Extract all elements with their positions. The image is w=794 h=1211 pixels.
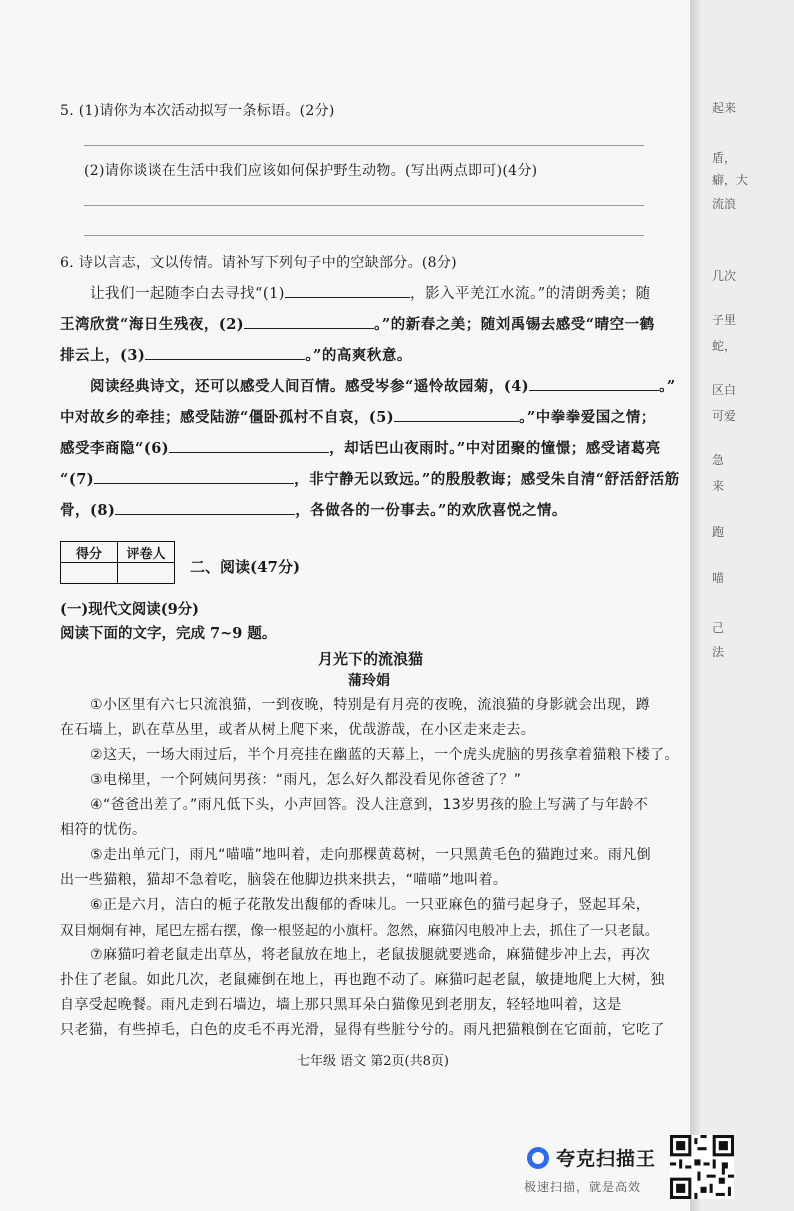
q6-text: 骨，(8) — [60, 502, 116, 519]
qr-code-icon — [670, 1135, 734, 1199]
blank-4[interactable] — [529, 376, 659, 391]
paragraph-line: 扑住了老鼠。如此几次，老鼠瘫倒在地上，再也跑不动了。麻猫叼起老鼠，敏捷地爬上大树，独 — [60, 972, 665, 988]
q6-text: ，影入平羌江水流。”的清朗秀美；随 — [409, 286, 651, 302]
q6-line — [60, 313, 655, 334]
paragraph-line: ②这天，一场大雨过后，半个月亮挂在幽蓝的天幕上，一个虎头虎脑的男孩拿着猫粮下楼了。 — [90, 747, 679, 763]
page-fold — [690, 0, 700, 1211]
q6-text: ，却话巴山夜雨时。”中对团聚的憧憬；感受诸葛亮 — [329, 440, 661, 457]
q6-line — [60, 499, 567, 520]
paragraph-line: ①小区里有六七只流浪猫，一到夜晚，特别是有月亮的夜晚，流浪猫的身影就会出现，蹲 — [90, 697, 651, 713]
q6-line — [60, 468, 680, 489]
margin-text: 几次 — [712, 269, 737, 283]
q6-text: 让我们一起随李白去寻找“(1) — [90, 286, 285, 302]
q6-text: 。”中拳拳爱国之情； — [519, 409, 656, 426]
paragraph-line: 出一些猫粮，猫却不急着吃，脑袋在他脚边拱来拱去，“喵喵”地叫着。 — [60, 872, 508, 888]
q6-text: 王湾欣赏“海日生残夜，(2) — [60, 316, 245, 333]
story-author: 蒲玲娟 — [348, 673, 390, 689]
margin-text: 盾， — [712, 151, 737, 165]
blank-7[interactable] — [94, 469, 294, 484]
q6-text: ，各做各的一份事去。”的欢欣喜悦之情。 — [295, 502, 567, 519]
grader-cell[interactable] — [118, 563, 175, 584]
answer-line[interactable] — [84, 145, 644, 146]
paragraph-line: ⑤走出单元门，雨凡“喵喵”地叫着，走向那棵黄葛树，一只黑黄毛色的猫跑过来。雨凡倒 — [90, 847, 652, 863]
paragraph-line: ③电梯里，一个阿姨问男孩：“雨凡，怎么好久都没看见你爸爸了？” — [90, 772, 522, 788]
q6-line — [60, 406, 656, 427]
q6-line — [90, 282, 651, 303]
q6-text: 排云上，(3) — [60, 347, 146, 364]
paragraph-line: ⑦麻猫叼着老鼠走出草丛，将老鼠放在地上，老鼠拔腿就要逃命，麻猫健步冲上去，再次 — [90, 947, 651, 963]
scanner-slogan: 极速扫描，就是高效 — [524, 1180, 642, 1194]
q6-line — [60, 344, 412, 365]
scanner-brand: 夸克扫描王 — [556, 1148, 657, 1170]
margin-text: 来 — [712, 479, 725, 493]
score-cell[interactable] — [61, 563, 118, 584]
q6-text: ，非宁静无以致远。”的殷殷教诲；感受朱自清“舒活舒活筋 — [294, 471, 680, 488]
margin-text: 起来 — [712, 101, 737, 115]
margin-text: 区白 — [712, 383, 737, 397]
margin-text: 急 — [712, 453, 725, 467]
q6-text: 中对故乡的牵挂；感受陆游“僵卧孤村不自哀，(5) — [60, 409, 395, 426]
q6-header: 6. 诗以言志，文以传情。请补写下列句子中的空缺部分。(8分) — [60, 255, 457, 271]
subsection-title: (一)现代文阅读(9分) — [60, 601, 200, 618]
paragraph-line: 只老猫，有些掉毛，白色的皮毛不再光滑，显得有些脏兮兮的。雨凡把猫粮倒在它面前，它吃了 — [60, 1022, 665, 1038]
paragraph-line: ④“爸爸出差了。”雨凡低下头，小声回答。没人注意到，13岁男孩的脸上写满了与年龄不 — [90, 797, 649, 813]
instructions: 阅读下面的文字，完成 7~9 题。 — [60, 625, 277, 642]
grader-header: 评卷人 — [118, 542, 175, 563]
q6-line — [60, 437, 661, 458]
answer-line[interactable] — [84, 235, 644, 236]
blank-3[interactable] — [145, 345, 305, 360]
score-box — [60, 541, 175, 584]
margin-text: 蛇， — [712, 339, 737, 353]
q6-text: 阅读经典诗文，还可以感受人间百情。感受岑参“遥怜故园菊，(4) — [90, 378, 530, 395]
blank-1[interactable] — [285, 283, 410, 298]
q5-part1: 5. (1)请你为本次活动拟写一条标语。(2分) — [60, 103, 335, 119]
margin-text: 癖，大 — [712, 173, 749, 187]
scanner-logo-icon — [527, 1147, 549, 1169]
blank-8[interactable] — [115, 500, 295, 515]
page-footer: 七年级 语文 第2页(共8页) — [297, 1054, 449, 1069]
q6-text: 感受李商隐“(6) — [60, 440, 170, 457]
paragraph-line: 在石墙上，趴在草丛里，或者从树上爬下来，优哉游哉，在小区走来走去。 — [60, 722, 536, 738]
q6-text: 。”的新春之美；随刘禹锡去感受“晴空一鹤 — [374, 316, 655, 333]
answer-line[interactable] — [84, 205, 644, 206]
margin-text: 跑 — [712, 525, 725, 539]
paragraph-line: 双目炯炯有神，尾巴左摇右摆，像一根竖起的小旗杆。忽然，麻猫闪电般冲上去，抓住了一只老鼠。 — [60, 923, 659, 939]
margin-text: 己 — [712, 621, 725, 635]
blank-6[interactable] — [169, 438, 329, 453]
margin-text: 喵 — [712, 571, 725, 585]
blank-2[interactable] — [244, 314, 374, 329]
q6-line — [90, 375, 676, 396]
paragraph-line: 相符的忧伤。 — [60, 822, 147, 838]
q6-text: “(7) — [60, 471, 95, 488]
margin-text: 法 — [712, 645, 725, 659]
q6-text: 。” — [659, 378, 676, 395]
paragraph-line: ⑥正是六月，洁白的栀子花散发出馥郁的香味儿。一只亚麻色的猫弓起身子，竖起耳朵， — [90, 897, 651, 913]
adjacent-page-edge — [700, 0, 794, 1211]
margin-text: 子里 — [712, 313, 737, 327]
q6-text: 。”的高爽秋意。 — [305, 347, 412, 364]
q5-part2: (2)请你谈谈在生活中我们应该如何保护野生动物。(写出两点即可)(4分) — [84, 163, 538, 179]
margin-text: 流浪 — [712, 197, 737, 211]
score-header: 得分 — [61, 542, 118, 563]
blank-5[interactable] — [394, 407, 519, 422]
section-title: 二、阅读(47分) — [190, 558, 301, 576]
margin-text: 可爱 — [712, 409, 737, 423]
story-title: 月光下的流浪猫 — [318, 650, 424, 668]
paragraph-line: 自享受起晚餐。雨凡走到石墙边，墙上那只黑耳朵白猫像见到老朋友，轻轻地叫着，这是 — [60, 997, 622, 1013]
